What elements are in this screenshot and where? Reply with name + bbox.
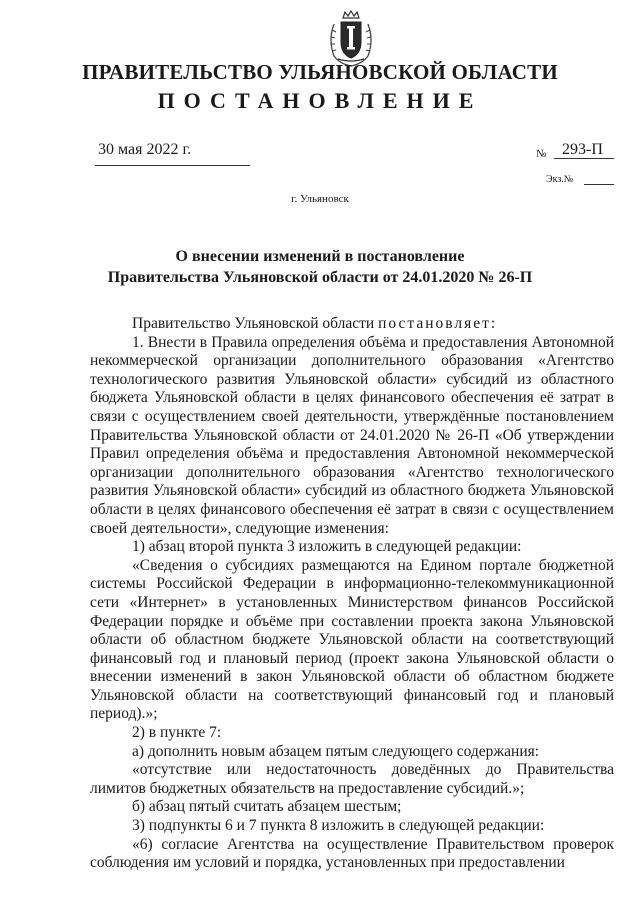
title-line-1: О внесении изменений в постановление xyxy=(175,248,465,265)
body-paragraph: 1) абзац второй пункта 3 изложить в следующей редакции: xyxy=(132,538,522,556)
document-title xyxy=(60,246,580,288)
city: г. Ульяновск xyxy=(291,193,349,205)
body-paragraph: 3) подпункты 6 и 7 пункта 8 изложить в следующей редакции: xyxy=(132,817,545,835)
title-line-2: Правительства Ульяновской области от 24.01.2020 № 26-П xyxy=(107,269,533,286)
copy-number-underline xyxy=(584,184,614,185)
intro-verb: постановляет: xyxy=(378,315,498,332)
body-paragraph: «Сведения о субсидиях размещаются на Едином портале бюджетной системы Российской Федерации в информационно-телекоммуникационной сети «Интернет» в установленных Министерством финансов Российской Федерации порядке и объёме при составлении проекта закона Ульяновской области об областном бюджете Ульяновской области на соответствующий финансовый год и плановый период (проект закона Ульяновской области о внесении изменений в закон Ульяновской области об областном бюджете Ульяновской области на соответствующий финансовый год и плановый период).»; xyxy=(90,556,614,723)
date-underline xyxy=(95,165,250,166)
number-label: № xyxy=(536,148,547,160)
copy-number-label: Экз.№ xyxy=(546,174,574,185)
organization-name: ПРАВИТЕЛЬСТВО УЛЬЯНОВСКОЙ ОБЛАСТИ xyxy=(82,60,558,84)
document-type: ПОСТАНОВЛЕНИЕ xyxy=(157,88,483,113)
body-paragraph: «отсутствие или недостаточность доведённых до Правительства лимитов бюджетных обязательств на предоставление субсидий.»; xyxy=(90,761,614,797)
document-number: 293-П xyxy=(562,141,603,158)
body-paragraph: б) абзац пятый считать абзацем шестым; xyxy=(132,798,402,816)
body-paragraph: 2) в пункте 7: xyxy=(132,724,222,742)
intro-text: Правительство Ульяновской области xyxy=(132,315,379,332)
body-paragraph: «6) согласие Агентства на осуществление Правительством проверок соблюдения им условий и порядка, установленных при предоставлении xyxy=(90,835,614,872)
body-paragraph: а) дополнить новым абзацем пятым следующего содержания: xyxy=(132,742,540,760)
document-date: 30 мая 2022 г. xyxy=(98,141,192,158)
number-underline xyxy=(554,158,614,159)
document-body xyxy=(90,315,614,873)
body-paragraph: 1. Внести в Правила определения объёма и предоставления Автономной некоммерческой организации дополнительного образования «Агентство технологического развития Ульяновской области» субсидий из областного бюджета Ульяновской области в целях финансового обеспечения её затрат в связи с осуществлением своей деятельности, утверждённые постановлением Правительства Ульяновской области от 24.01.2020 № 26-П «Об утверждении Правил определения объёма и предоставления Автономной некоммерческой организации дополнительного образования «Агентство технологического развития Ульяновской области» субсидий из областного бюджета Ульяновской области в целях финансового обеспечения её затрат в связи с осуществлением своей деятельности», следующие изменения: xyxy=(90,333,614,537)
intro-paragraph xyxy=(90,315,614,334)
